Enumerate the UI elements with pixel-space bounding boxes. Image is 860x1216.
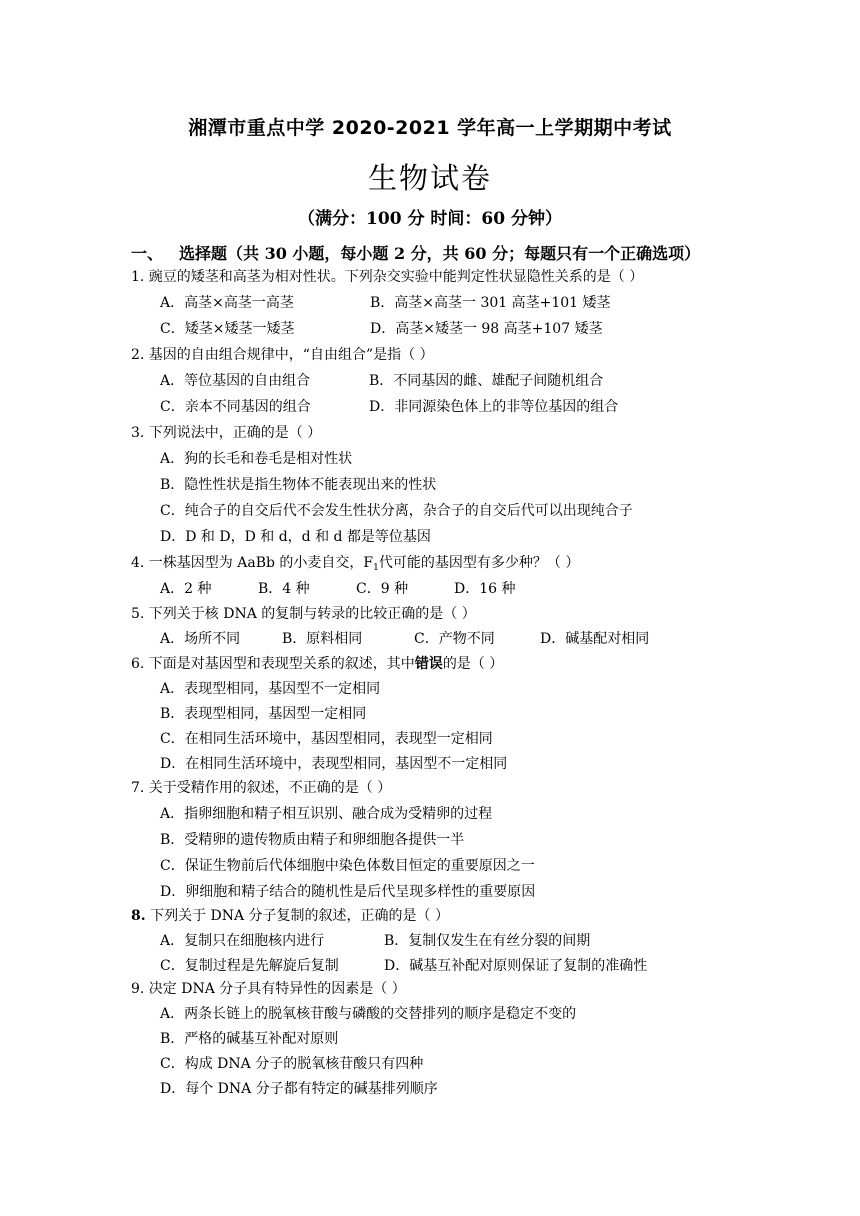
question-7-stem: 7. 关于受精作用的叙述，不正确的是（ ） [131, 780, 392, 796]
question-4-stem-a: 4. 一株基因型为 AaBb 的小麦自交，F [131, 555, 374, 571]
question-7-option-b: B．受精卵的遗传物质由精子和卵细胞各提供一半 [160, 832, 465, 848]
section-text: 选择题（共 30 小题，每小题 2 分，共 60 分；每题只有一个正确选项） [179, 244, 701, 263]
question-8-stem [131, 907, 449, 925]
question-6-option-b: B．表现型相同，基因型一定相同 [160, 706, 367, 722]
question-8-option-b: B．复制仅发生在有丝分裂的间期 [384, 933, 591, 949]
section-heading [131, 241, 831, 264]
question-1-stem: 1. 豌豆的矮茎和高茎为相对性状。下列杂交实验中能判定性状显隐性关系的是（ ） [131, 269, 644, 285]
question-1-option-d: D．高茎×矮茎一 98 高茎+107 矮茎 [370, 321, 603, 337]
question-4-option-b: B．4 种 [258, 581, 310, 597]
question-9-option-d: D．每个 DNA 分子都有特定的碱基排列顺序 [160, 1081, 438, 1097]
question-6-option-d: D．在相同生活环境中，表现型相同，基因型不一定相同 [160, 756, 508, 772]
question-2-option-b: B．不同基因的雌、雄配子间随机组合 [369, 373, 604, 389]
question-7-option-c: C．保证生物前后代体细胞中染色体数目恒定的重要原因之一 [160, 858, 535, 874]
question-4-stem-b: 代可能的基因型有多少种？（ ） [378, 555, 580, 571]
question-4-subscript: 1 [373, 563, 379, 573]
question-9-option-a: A．两条长链上的脱氧核苷酸与磷酸的交替排列的顺序是稳定不变的 [160, 1006, 577, 1022]
question-6-emphasis: 错误 [414, 656, 443, 672]
question-8-option-c: C．复制过程是先解旋后复制 [160, 958, 339, 974]
question-5-option-d: D．碱基配对相同 [540, 631, 650, 647]
question-5-stem: 5. 下列关于核 DNA 的复制与转录的比较正确的是（ ） [131, 606, 476, 622]
question-6-option-c: C．在相同生活环境中，基因型相同，表现型一定相同 [160, 731, 493, 747]
question-2-option-d: D．非同源染色体上的非等位基因的组合 [369, 399, 619, 415]
question-4-option-c: C．9 种 [356, 581, 409, 597]
question-7-option-d: D．卵细胞和精子结合的随机性是后代呈现多样性的重要原因 [160, 884, 536, 900]
question-3-option-c: C．纯合子的自交后代不会发生性状分离，杂合子的自交后代可以出现纯合子 [160, 503, 633, 519]
subject-title: 生物试卷 [367, 161, 492, 195]
question-3-option-b: B．隐性性状是指生物体不能表现出来的性状 [160, 477, 437, 493]
question-2-stem: 2. 基因的自由组合规律中，“自由组合”是指（ ） [131, 347, 434, 363]
question-5-option-a: A．场所不同 [160, 631, 241, 647]
question-1-option-b: B．高茎×高茎一 301 高茎+101 矮茎 [370, 295, 611, 311]
question-7-option-a: A．指卵细胞和精子相互识别、融合成为受精卵的过程 [160, 806, 493, 822]
question-1-option-c: C．矮茎×矮茎一矮茎 [160, 321, 295, 337]
exam-info: （满分：100 分 时间：60 分钟） [298, 209, 562, 229]
question-3-stem: 3. 下列说法中，正确的是（ ） [131, 425, 322, 441]
question-6-stem-a: 6. 下面是对基因型和表现型关系的叙述，其中 [131, 656, 415, 672]
question-8-stem-text: 下列关于 DNA 分子复制的叙述，正确的是（ ） [145, 908, 450, 924]
question-1-option-a: A．高茎×高茎一高茎 [160, 295, 294, 311]
question-2-option-c: C．亲本不同基因的组合 [160, 399, 311, 415]
question-5-option-b: B．原料相同 [282, 631, 363, 647]
question-4-option-a: A．2 种 [160, 581, 212, 597]
question-8-number: 8. [131, 908, 146, 924]
question-8-option-a: A．复制只在细胞核内进行 [160, 933, 325, 949]
question-3-option-d: D．D 和 D，D 和 d，d 和 d 都是等位基因 [160, 529, 431, 545]
section-number: 一、 [131, 244, 164, 263]
question-4-option-d: D．16 种 [454, 581, 516, 597]
question-5-option-c: C．产物不同 [414, 631, 495, 647]
question-2-option-a: A．等位基因的自由组合 [160, 373, 311, 389]
question-6-stem-b: 的是（ ） [442, 656, 504, 672]
question-6-option-a: A．表现型相同，基因型不一定相同 [160, 681, 381, 697]
question-9-stem: 9. 决定 DNA 分子具有特异性的因素是（ ） [131, 981, 406, 997]
question-6-stem [131, 655, 503, 673]
question-3-option-a: A．狗的长毛和卷毛是相对性状 [160, 451, 353, 467]
question-8-option-d: D．碱基互补配对原则保证了复制的准确性 [384, 958, 648, 974]
question-9-option-c: C．构成 DNA 分子的脱氧核苷酸只有四种 [160, 1056, 424, 1072]
question-9-option-b: B．严格的碱基互补配对原则 [160, 1031, 339, 1047]
exam-title: 湘潭市重点中学 2020-2021 学年高一上学期期中考试 [188, 117, 672, 139]
question-4-stem [131, 554, 579, 577]
